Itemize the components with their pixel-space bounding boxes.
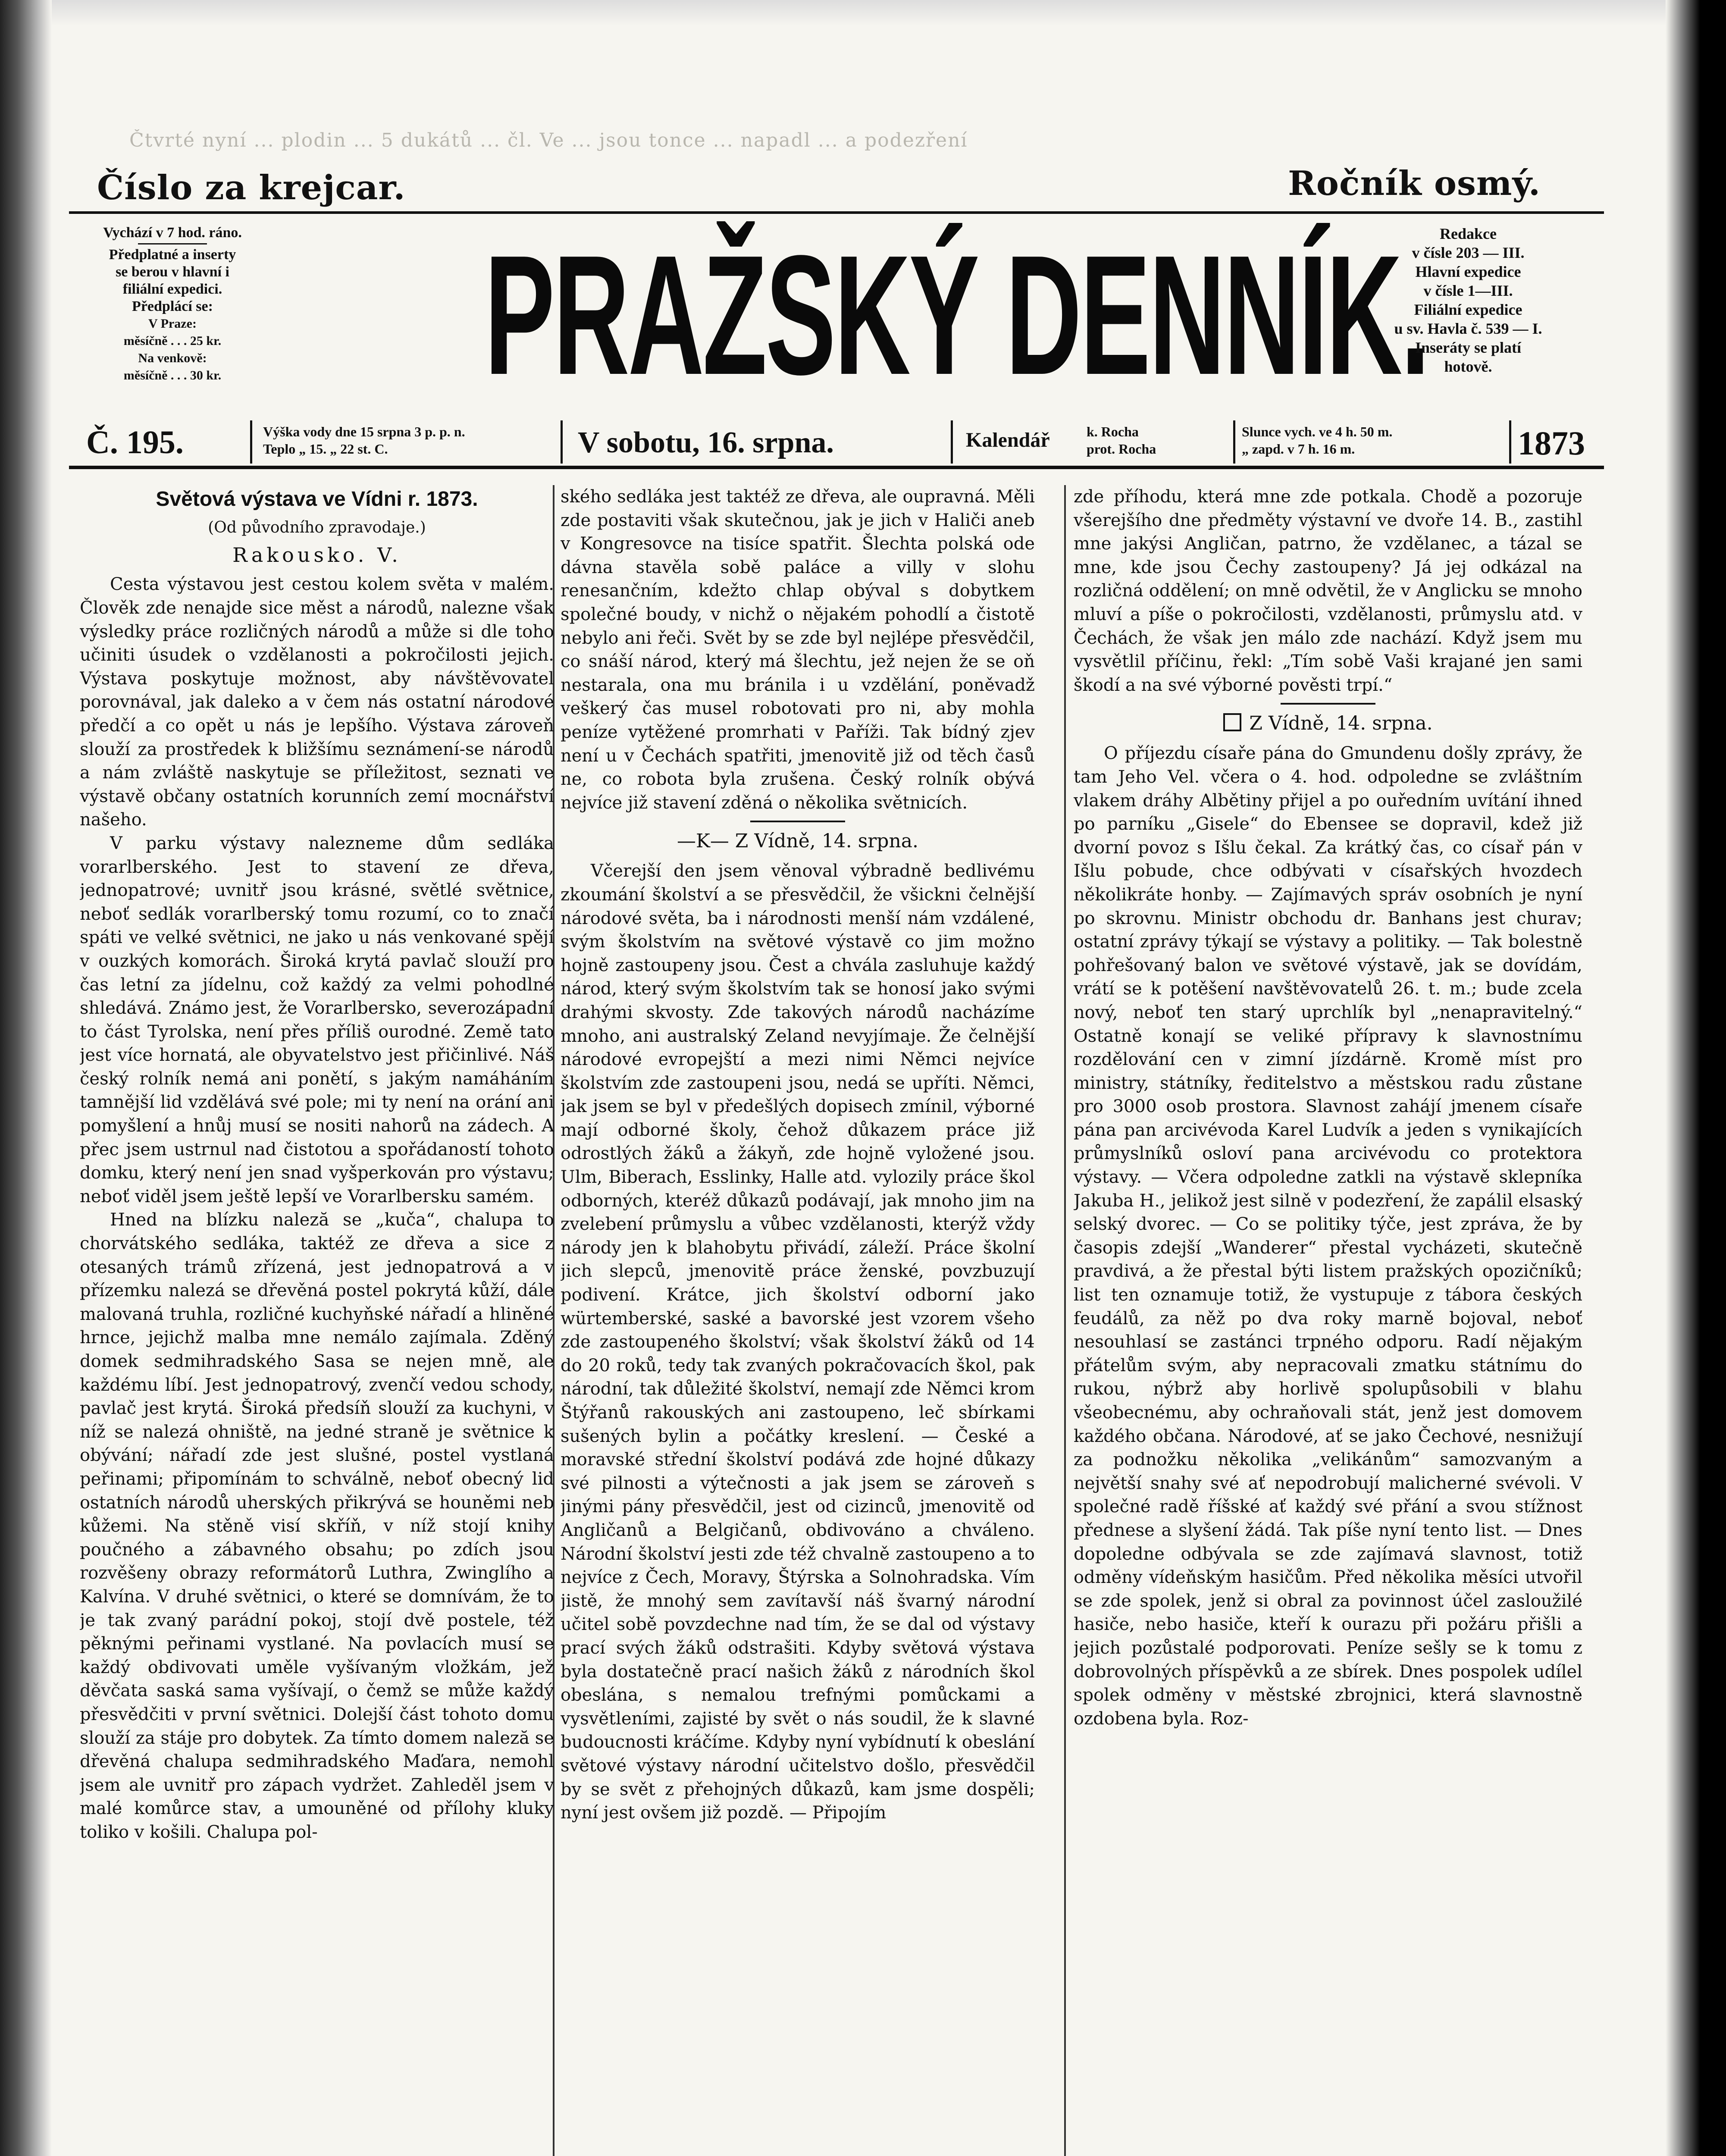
- sunrise-line: Slunce vych. ve 4 h. 50 m.: [1242, 424, 1393, 439]
- divider: [250, 420, 252, 464]
- dateline-rule: [69, 466, 1604, 469]
- info-line: měsíčně . . . 25 kr.: [123, 334, 222, 348]
- divider: [561, 420, 563, 464]
- info-line: Předplatné a inserty: [109, 247, 236, 263]
- article-dateline: Z Vídně, 14. srpna.: [1249, 712, 1433, 735]
- paragraph: Cesta výstavou jest cestou kolem světa v malém. Člověk zde nenajde sice měst a národů, nalezne však výsledky práce rozličných národů a může si dle toho učiniti úsudek o vzdělanosti a pokročilosti jejich. Výstava poskytuje možnost, aby návštěvovatel porovnával, jak daleko a v čem nás ostatní národové předčí a co opět u nás je lepšího. Výstava zároveň slouží za prostředek k bližšímu seznámení-se národů a nám zvláště naskytuje se příležitost, seznati ve výstavě občany ostatních korunních zemí mocnářství našeho.: [80, 574, 554, 830]
- water-line: Výška vody dne 15 srpna 3 p. p. n.: [263, 424, 465, 439]
- divider: [1509, 420, 1511, 464]
- info-line: měsíčně . . . 30 kr.: [123, 368, 222, 382]
- issue-date: V sobotu, 16. srpna.: [578, 426, 834, 459]
- water-level-info: [263, 423, 465, 458]
- info-line: u sv. Havla č. 539 — I.: [1394, 320, 1542, 337]
- paragraph: Včerejší den jsem věnoval výbradně bedlivému zkoumání školství a se přesvědčil, že všickni čelnější národové světa, ba i národnosti menší nám vzdálené, svým školstvím na světové výstavě co jim možno hojně zastoupeny jsou. Čest a chvála zasluhuje každý národ, který svým školstvím tak se honosí jako svými drahými skvosty. Zde takových národů nacházíme mnoho, ani australský Zeland nevyjímaje. Že čelnější národové evropejští a mezi nimi Němci nejvíce školstvím zde zastoupeni jsou, nedá se upříti. Němci, jak jsem se byl v předešlých dopisech zmínil, výborné mají odborné školy, čehož důkazem práce již odrostlých žáků a žákyň, zde hojně vyložené jsou. Ulm, Biberach, Esslinky, Halle atd. vylozily práce škol odborných, kteréž důkazů podávají, jak mnoho jim na zvelebení průmyslu a vůbec vzdělanosti, kterýž vždy národy jen k blahobytu přivádí, záleží. Práce školní jich slepců, jmenovitě práce ženské, povzbuzují podivení. Krátce, jich školství odborní jako würtemberské, saské a bavorské jest vzorem všeho zde zastoupeného školství; však školství žáků od 14 do 20 roků, tedy tak zvaných pokračovacích škol, pak národní, tak důležité školství, nemají zde Němci krom Štýřanů rakouských ani zastoupeno, leč sbírkami sušených bylin a počátky kreslení. — České a moravské střední školství podává zde hojné důkazy své pilnosti a výtečnosti a jak jsem se zároveň s jinými pány přesvědčil, jest od cizinců, jmenovitě od Angličanů a Belgičanů, obdivováno a chváleno. Národní školství jesti zde též chvalně zastoupeno a to nejvíce z Čech, Moravy, Štýrska a Solnohradska. Vím jistě, že mnohý sem zavítavší náš švarný národní učitel sobě povzdechne nad tím, že se dal od výstavy prací svých žáků odstrašiti. Kdyby světová výstava byla dostatečně prací našich žáků z národních škol obeslána, s nemalou trefnými pomůckami a vysvětleními, zajisté by svět o nás soudil, že k slavné budoucnosti kráčíme. Kdyby nyní vybídnutí k obeslání světové výstavy národní učitelstvo došlo, přesvědčil by se svět z přehojných důkazů, kam jsme dospěli; nyní jest ovšem již pozdě. — Připojím: [561, 861, 1035, 1823]
- newspaper-title: PRAŽSKÝ DENNÍK.: [484, 219, 1428, 410]
- price-note: Číslo za krejcar.: [97, 168, 406, 207]
- column-1: [80, 485, 554, 2156]
- info-line: filiální expedici.: [122, 281, 222, 297]
- info-line: hotově.: [1444, 358, 1492, 375]
- temperature-line: Teplo „ 15. „ 22 st. C.: [263, 441, 388, 457]
- paragraph: ského sedláka jest taktéž ze dřeva, ale oupravná. Měli zde postaviti však skutečnou, jak je jich v Haliči aneb v Kongresovce na tisíce spatřit. Šlechta polská ode dávna stavěla sobě paláce a villy v slohu renesančním, kdežto chlap obýval s dobytkem společné boudy, v nichž o nějakém pohodlí a čistotě nebylo ani řeči. Svět by se zde byl nejlépe přesvědčil, co snáší národ, který má šlechtu, jež nejen že se oň nestarala, ona mu bránila i u vzdělání, poněvadž veškerý čas musel robotovati pro ni, aby mohla peníze vytěžené promrhati v Paříži. Tak bídný zjev není u v Čechách spatřiti, jmenovitě již od těch časů ne, co robota byla zrušena. Český rolník obývá nejvíce již stavení zděná o několika světnicích.: [561, 487, 1035, 813]
- scan-edge-left: [0, 0, 52, 2156]
- info-line: se berou v hlavní i: [116, 264, 229, 280]
- info-line: Předplácí se:: [132, 298, 213, 314]
- column-rule: [1064, 485, 1066, 2156]
- office-info: [1356, 224, 1580, 376]
- issue-dateline: [69, 420, 1604, 468]
- info-line: Redakce: [1440, 225, 1497, 242]
- scan-edge-right: [1666, 0, 1726, 2156]
- paragraph: V parku výstavy nalezneme dům sedláka vorarlberského. Jest to stavení ze dřeva, jednopatrové; uvnitř jsou krásné, světlé světnice, neboť sedlák vorarlberský tomu rozumí, co to značí spáti ve velké světnici, ne jako u nás venkované spějí v ouzkých komorách. Široká krytá pavlač slouží pro čas letní za jídelnu, což každý za velmi pohodlné shledává. Známo jest, že Vorarlbersko, severozápadní to část Tyrolska, není přes příliš ourodné. Země tato jest více hornatá, ale obyvatelstvo jest přičinlivé. Náš český rolník nemá ani ponětí, s jakým namáháním tamnější lid vzdělává své pole; mi ty není na orání ani pomyšlení a hnůj musí se nositi nahorů na zádech. A přec jsem ustrnul nad čistotou a spořádaností tohoto domku, který není jen snad vyšperkován pro výstavu; neboť viděl jsem ještě lepší ve Vorarlbersku samém.: [80, 833, 554, 1206]
- divider: [1233, 420, 1235, 464]
- divider: [1281, 703, 1375, 705]
- sun-times: [1242, 423, 1392, 458]
- calendar-label: Kalendář: [966, 429, 1050, 451]
- info-line: v čísle 1—III.: [1423, 282, 1513, 299]
- square-icon: [1223, 713, 1241, 731]
- name-days: [1087, 423, 1156, 458]
- article-dateline: —K— Z Vídně, 14. srpna.: [677, 830, 919, 852]
- top-rule: [69, 211, 1604, 214]
- divider: [750, 821, 845, 822]
- paragraph: zde příhodu, která mne zde potkala. Chodě a pozoruje všerejšího dne předměty výstavní ve dvoře 14. B., zastihl mne jakýsi Angličan, patrno, že vzdělanec, a tázal se mne, kde jsou Čechy zastoupeny? Já jej odkázal na rozličná oddělení; on mně odvětil, že v Anglicku se mnoho mluví a píše o pokročilosti, vzdělanosti, průmyslu atd. v Čechách, že však jen málo zde nachází. Když jsem mu vysvětlil příčinu, řekl: „Tím sobě Vaši krajané jen sami škodí a na své výborné pověsti trpí.“: [1074, 487, 1582, 695]
- column-3: [1074, 485, 1582, 2156]
- info-line: Na venkově:: [138, 351, 207, 365]
- subscription-info: [73, 224, 272, 384]
- bleed-through-text: Čtvrté nyní ... plodin ... 5 dukátů ... čl. Ve ... jsou tonce ... napadl ... a podezření: [129, 129, 968, 151]
- article-dateline-wrap: [1074, 711, 1582, 736]
- article-source: (Od původního zpravodaje.): [208, 518, 426, 536]
- volume-label: Ročník osmý.: [1288, 164, 1541, 203]
- issue-year: 1873: [1518, 424, 1585, 462]
- sunset-line: „ zapd. v 7 h. 16 m.: [1242, 441, 1355, 457]
- scan-edge-top: [0, 0, 1726, 26]
- info-line: v čísle 203 — III.: [1412, 244, 1525, 261]
- name-day-protestant: prot. Rocha: [1087, 441, 1156, 457]
- paragraph: O příjezdu císaře pána do Gmundenu došly zprávy, že tam Jeho Vel. včera o 4. hod. odpoledne se zvláštním vlakem dráhy Albětiny přijel a po ouředním uvítání ihned po parníku „Gisele“ do Ebensee se dopravil, kdež již dvorní povoz s Išlu čekal. Za krátký čas, co císař pán v Išlu pobude, chce odbývati v císařských hvozdech několikráte honby. — Zajímavých správ osobních je nyní po skrovnu. Ministr obchodu dr. Banhans jest churav; ostatní zprávy týkají se výstavy a politiky. — Tak bolestně pohřešovaný balon ve světové výstavě, jak se dovídám, vrátí se k potěšení navštěvovatelů 26. t. m.; bude zcela nový, neboť ten starý uprchlík byl „nenapravitelný.“ Ostatně konají se veliké přípravy k slavnostnímu rozdělování cen v zimní jízdárně. Kromě míst pro ministry, státníky, ředitelstvo a městskou radu zůstane pro 3000 osob prostora. Slavnost zahájí jmenem císaře pána pan arcivévoda Karel Ludvík a jeden s vynikajících průmyslníků osloví pana arcivévodu co protektora výstavy. — Včera odpoledne zatkli na výstavě sklepníka Jakuba H., jelikož jest silně v podezření, že zapálil elsaský selský dvorec. — Co se politiky týče, jest zpráva, že by časopis zdejší „Wanderer“ přestal vycházeti, skutečně pravdivá, a že přestal býti listem pražských opozičníků; list ten oznamuje totiž, že vystupuje z tábora českých feudálů, za něž po dva roky marně bojoval, neboť nesouhlasí se zastánci trpného odporu. Radí nějakým přátelům svým, aby nepracovali zmatku státnímu do rukou, nýbrž aby horlivě spolupůsobili v blahu všeobecnému, aby ochraňovali stát, jenž jest domovem každého občana. Národové, ať se jako Čechové, nesnižují za podnožku několika „velikánům“ samozvaným a největší snahy své ať nepodrobují malicherné svévoli. V společné radě říšské ať každý své přání a svou stížnost přednese a slyšení žádá. Tak píše nyní tento list. — Dnes dopoledne odbývala se zde zajímavá slavnost, totiž odměny vídeňským hasičům. Před několika měsíci utvořil se zde spolek, jenž si obral za povinnost účel zasloužilé hasiče, nebo hasiče, kteří k ourazu při požáru přišli a jejich pozůstalé podporovati. Peníze sešly se k tomu z dobrovolných příspěvků a ze sbírek. Dnes pospolek udílel spolek odměny v městské zbrojnici, která slavnostně ozdobena byla. Roz-: [1074, 743, 1582, 1729]
- divider: [951, 420, 953, 464]
- info-line: V Praze:: [148, 317, 197, 331]
- divider: [138, 243, 207, 244]
- section-heading: Rakousko. V.: [232, 543, 401, 567]
- paragraph: Hned na blízku naleză se „kuča“, chalupa to chorvátského sedláka, taktéž ze dřeva a sice z otesaných trámů zřízená, jest jednopatrová a v přízemku nalezá se dřevěná postel pokrytá kůží, dále malovaná truhla, rozličné kuchyňské nářadí a hliněné hrnce, jejichž malba mne nemálo zajímala. Zděný domek sedmihradského Sasa se nejen mně, ale každému líbí. Jest jednopatrový, zvenčí vedou schody, pavlač jest krytá. Široká předsíň slouží za kuchyni, v níž se nalezá ohniště, na jedné straně je světnice k obývání; nářadí zde jest slušné, postel vystlaná peřinami; připomínám to schválně, neboť obecný lid ostatních národů uherských přikrývá se houněmi neb kůžemi. Na stěně visí skříň, v níž stojí knihy poučného a zábavného obsahu; po zdích jsou rozvěšeny obrazy reformátorů Luthra, Zwinglího a Kalvína. V druhé světnici, o které se domnívám, že to je tak zvaný parádní pokoj, stojí dvě postele, též pěknými peřinami vystlané. Na povlacích musí se každý obdivovati uměle vyšívaným vložkám, jež děvčata saská sama vyšívají, o čemž se může každý přesvědčiti v první světnici. Dolejší část tohoto domu slouží za stáje pro dobytek. Za tímto domem naleză se dřevěná chalupa sedmihradského Maďara, nemohl jsem ale uvnitř pro zápach vydržet. Zahleděl jsem v malé komůrce stav, a umouněné od přílohy kluky toliko v košili. Chalupa pol-: [80, 1210, 554, 1842]
- issue-number: Č. 195.: [86, 424, 184, 461]
- name-day-catholic: k. Rocha: [1087, 424, 1139, 439]
- info-line: Vychází v 7 hod. ráno.: [103, 225, 242, 241]
- article-title: Světová výstava ve Vídni r. 1873.: [156, 488, 478, 511]
- info-line: Filiální expedice: [1414, 301, 1522, 318]
- column-2: [561, 485, 1035, 2156]
- info-line: Hlavní expedice: [1415, 263, 1521, 280]
- info-line: Inseráty se platí: [1415, 339, 1521, 356]
